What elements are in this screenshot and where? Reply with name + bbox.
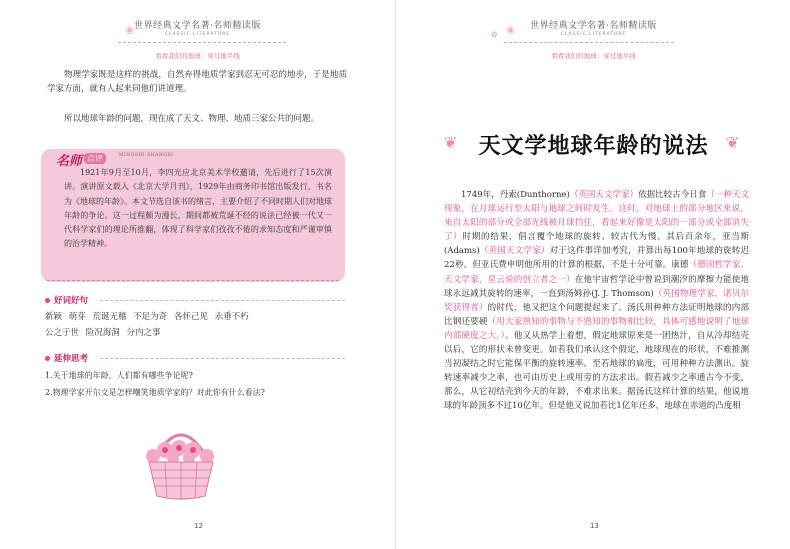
question: 2.物理学家开尔文是怎样嘲笑地质学家的？对此你有什么看法? bbox=[45, 388, 265, 397]
annotation-text: （英国天文学家） bbox=[569, 190, 639, 200]
page-number: 12 bbox=[194, 522, 203, 530]
right-page bbox=[395, 0, 790, 549]
phrase: 险况海洞 bbox=[85, 328, 120, 338]
phrase: 各怀己见 bbox=[173, 312, 208, 322]
flower-basket-illustration bbox=[137, 418, 225, 503]
flower-ornament-icon: ❀ bbox=[125, 24, 135, 37]
flower-ornament-icon: ❀ bbox=[506, 24, 516, 37]
book-title: 世界经典文学名著·名师精读版 bbox=[134, 21, 261, 31]
think-heading bbox=[45, 352, 88, 364]
comment-box-divider bbox=[47, 280, 339, 281]
phrase-row bbox=[45, 326, 160, 338]
flourish-left-icon: ❦ bbox=[444, 133, 458, 152]
body-segment: 。他又从热学上着想，假定地球原来是一团热汁，自从冷却结壳以后，它的形状未曾变更。如若我们承认这个假定，地球现在的形状，不难推测当初凝结之时它能保平衡的旋转速率。至若地球的扁度，可用种种方法测出。旋转速率减少之率，也可由历史上或用旁的方法求出。假若减少之率通古今不变，那么，从它初结壳到今天的年龄，不难求出来。据汤氏这样计算的结果，他说地球的年龄顶多不过10亿年。但是他又说加若比1亿年还多，地球在赤道的凸度相 bbox=[444, 330, 749, 412]
header-divider bbox=[118, 42, 286, 44]
flourish-right-icon: ❦ bbox=[726, 133, 740, 152]
bullet-icon bbox=[45, 298, 50, 303]
body-segment: 依据比较古今日食 bbox=[638, 190, 707, 200]
header-divider bbox=[504, 42, 674, 44]
book-title: 世界经典文学名著·名师精读版 bbox=[530, 21, 657, 31]
annotation-text: （一种天文现象，在月球运行至太阳与地球之间时发生。这时，对地球上的部分地区来说，来自太阳的部分或全部光线被月球挡住，看起来好像是太阳的一部分或全部消失了） bbox=[444, 190, 749, 243]
body-segment: 1749年，丹索(Dunthorne) bbox=[461, 190, 570, 200]
section-divider bbox=[100, 300, 345, 301]
phrase: 萌芽 bbox=[68, 312, 86, 322]
page-header bbox=[0, 18, 395, 37]
question: 1.关于地球的年龄，人们都有哪些争论呢? bbox=[45, 371, 193, 380]
annotation-text: （英国物理学家，诺贝尔奖获得者） bbox=[444, 288, 749, 313]
paragraph: 所以地球年龄的问题，现在成了天文、物理、地质三家公共的问题。 bbox=[64, 114, 320, 124]
page-header bbox=[396, 18, 790, 37]
header-caption: 看看我们的地球：穿过地平线 bbox=[155, 52, 240, 60]
phrase: 公之于世 bbox=[45, 328, 80, 338]
body-segment: 时期的结果，倡言覆个地球的旋转、较古代为慢。其后百余年，亚当斯(Adams) bbox=[444, 232, 749, 257]
phrases-heading bbox=[45, 294, 88, 306]
think-heading-label: 延伸思考 bbox=[54, 354, 89, 364]
bullet-icon bbox=[45, 356, 50, 361]
phrase-row bbox=[45, 310, 249, 322]
annotation-text: （德国哲学家、天文学家，星云说的创立者之一） bbox=[444, 260, 749, 285]
body-text bbox=[444, 188, 749, 414]
chapter-title: 天文学地球年龄的说法 bbox=[478, 133, 709, 159]
paragraph: 物理学家既是这样的挑战，自然弃得地质学家到忍无可忍的地步，于是地质学家方面，就有人起来同他们讲道理。 bbox=[47, 70, 347, 94]
book-subtitle: CLASSIC LITERATURE bbox=[164, 32, 231, 37]
body-segment: 在他宇宙哲学论中曾说到潮汐的摩擦力能使地球永远减其旋转的速率，一直到汤姆孙(J. J. Thomson) bbox=[444, 274, 749, 299]
comment-box-tag: 点评 bbox=[84, 153, 106, 164]
header-caption: 看看我们的地球：穿过地平线 bbox=[551, 52, 636, 60]
comment-box-title-en: MINGSHI SHANGXI bbox=[119, 153, 174, 158]
phrase: 荒诞无稽 bbox=[92, 312, 127, 322]
body-segment: 的时代，他又把这个问题提起来了。汤氏用种种方法证明地球的内部比钢还要硬 bbox=[444, 302, 749, 327]
annotation-text: （用大家熟知的事物与不熟知的事物相比较，具体可感地说明了地球内部硬度之大。） bbox=[444, 316, 749, 341]
phrase: 新颖 bbox=[45, 312, 63, 322]
comment-box-text: 1921年9月至10月，李四光应北京美术学校邀请，先后进行了15次演讲。演讲原文载入《北京大学月刊》，1929年由商务印书馆出版发行，书名为《地球的年龄》。本文节选自该书的绪言，主要介绍了不同时期人们对地球年龄的争论。这一过程颇为漫长，期间都被荒诞不经的说法已经被一代又一代科学家们的理论所推翻，体现了科学家们孜孜不倦的求知态度和严谨审慎的治学精神。 bbox=[64, 168, 332, 249]
phrase: 分内之事 bbox=[126, 328, 161, 338]
body-segment: 对于这件事详加考究，并算出每100年地球的旋转迟22秒。但亚氏费申明他所用的计算的根据，不是十分可靠。康德 bbox=[444, 246, 749, 271]
section-divider bbox=[100, 358, 345, 359]
phrase: 永垂不朽 bbox=[214, 312, 249, 322]
book-subtitle: CLASSIC LITERATURE bbox=[560, 32, 627, 37]
annotation-text: （英国天文学家） bbox=[479, 246, 550, 257]
phrases-heading-label: 好词好句 bbox=[54, 296, 89, 306]
flower-ornament-icon: ✿ bbox=[491, 30, 498, 39]
comment-box-title: 名师 bbox=[56, 154, 83, 169]
phrase: 不足为奇 bbox=[133, 312, 168, 322]
page-number: 13 bbox=[590, 522, 599, 530]
